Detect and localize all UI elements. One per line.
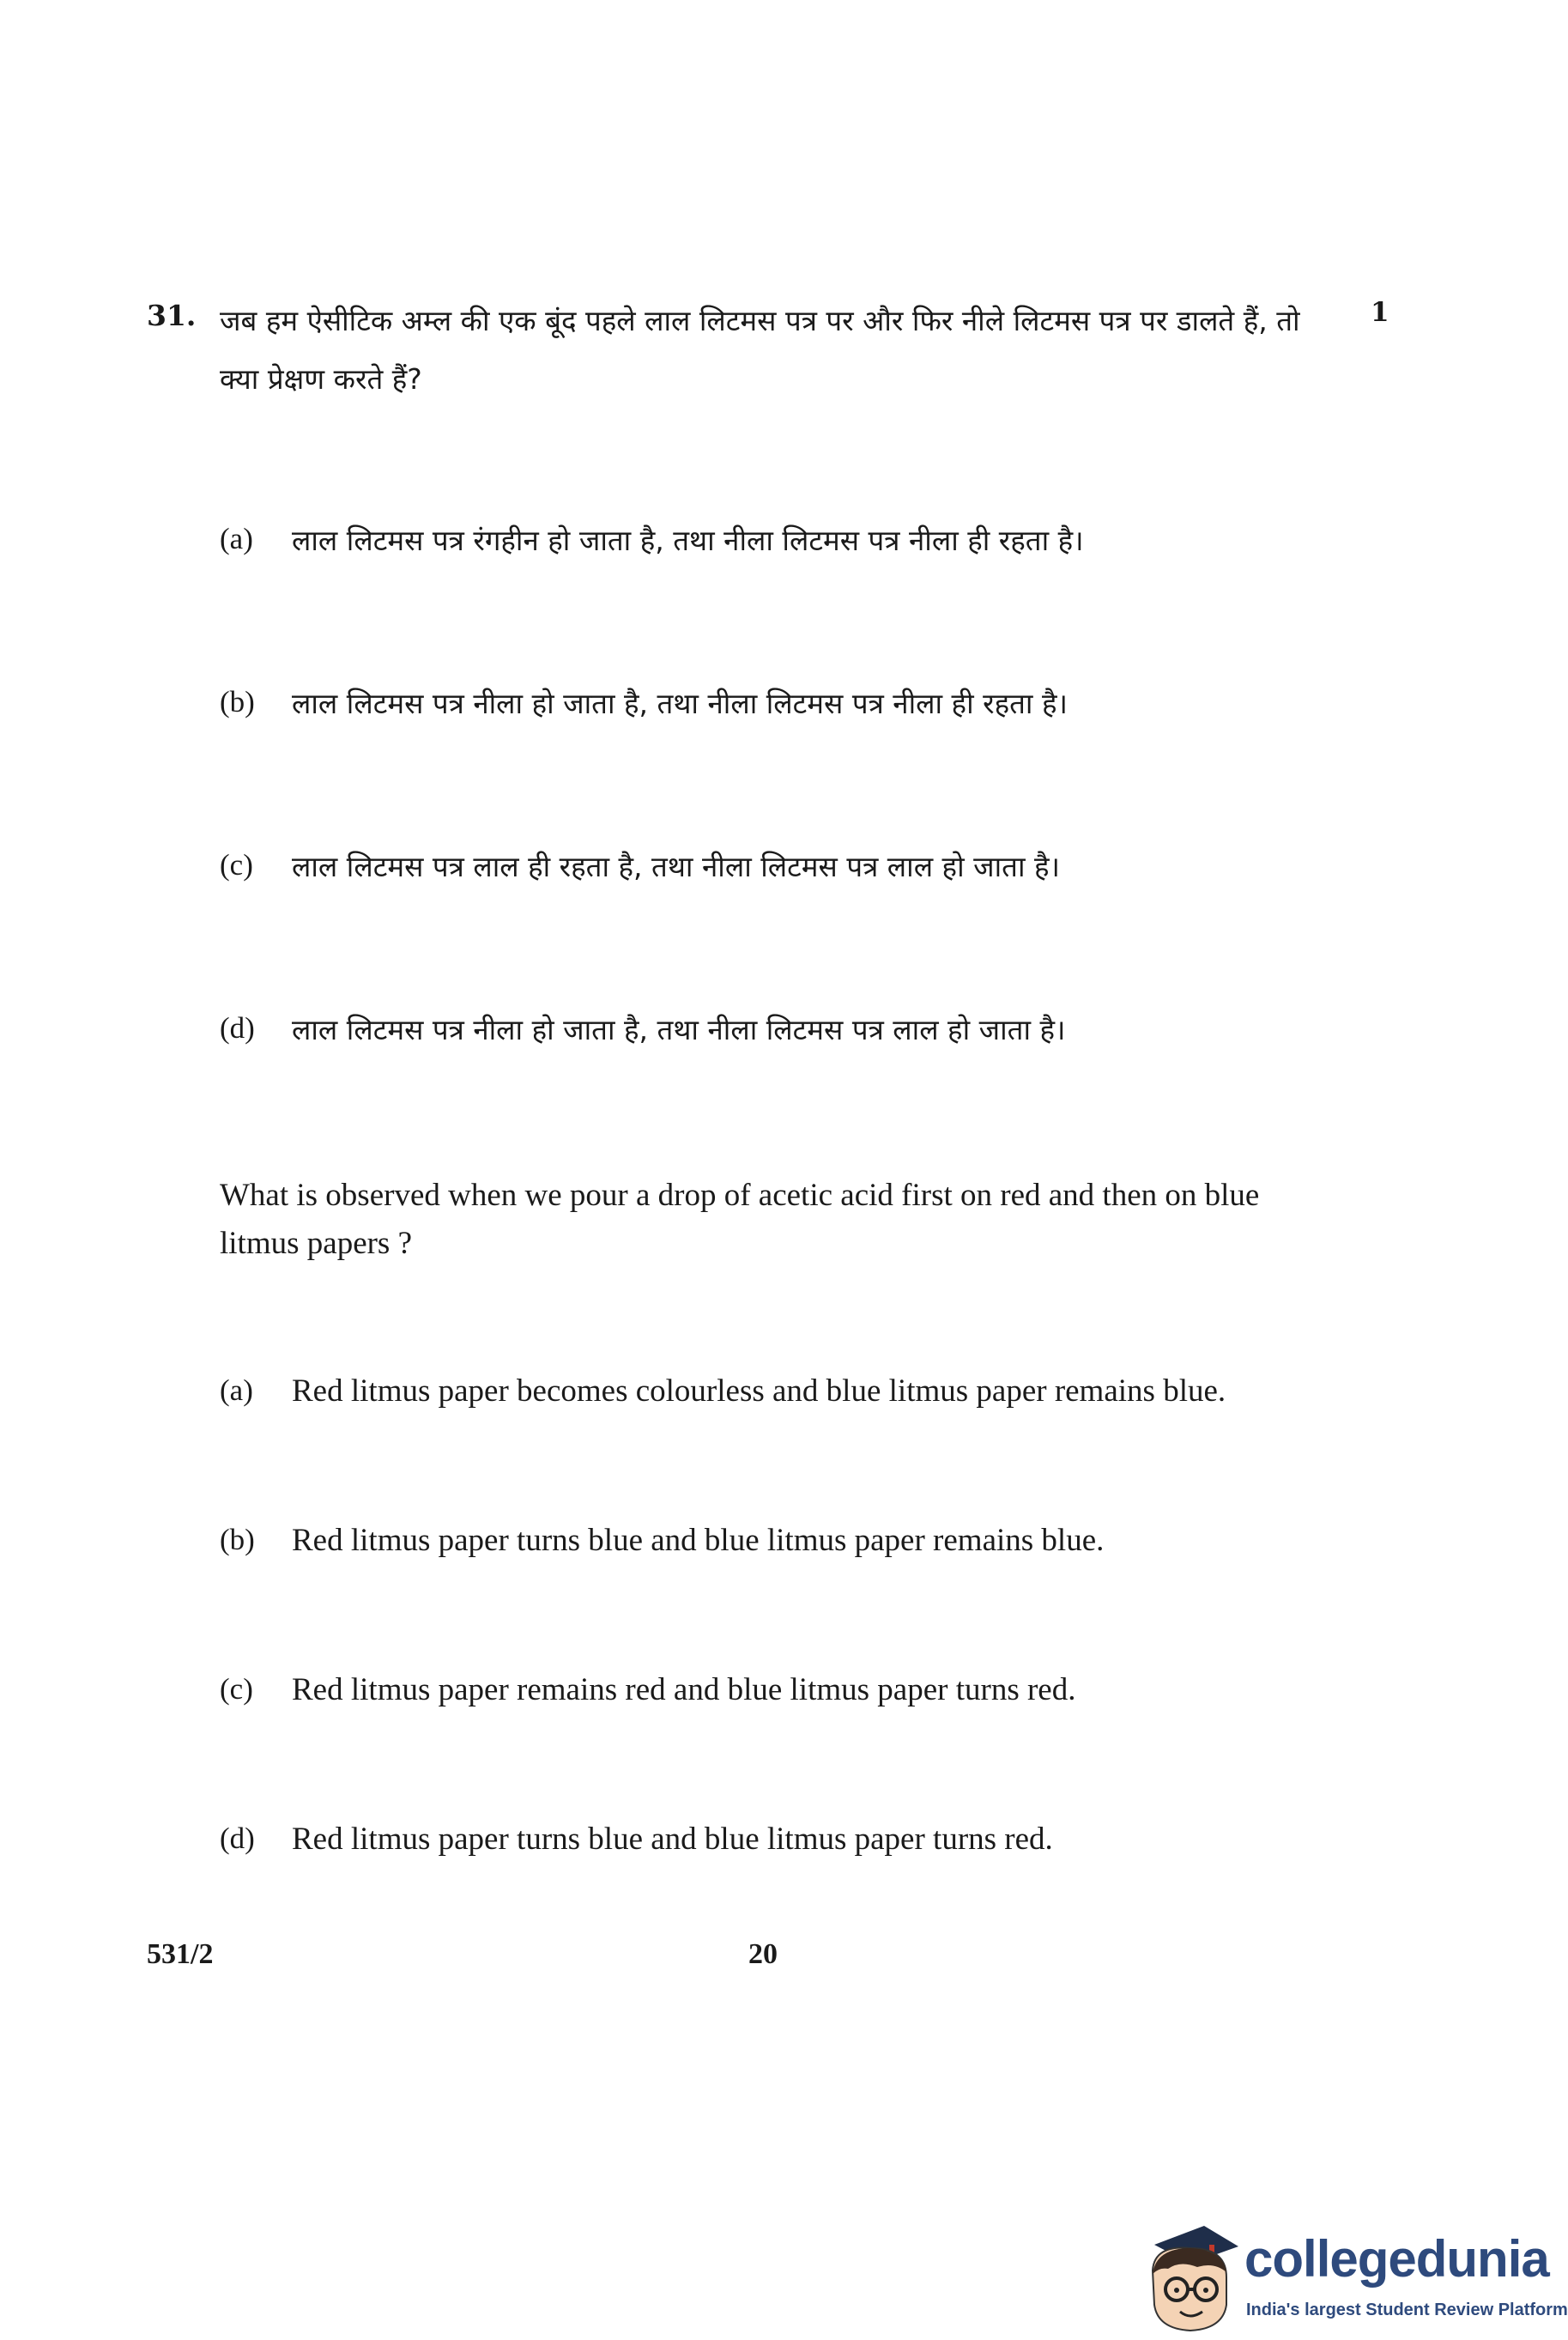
option-text: Red litmus paper turns blue and blue litmus paper remains blue. — [292, 1522, 1105, 1558]
hindi-option-b — [220, 678, 1068, 726]
option-label: (c) — [220, 1672, 253, 1706]
hindi-option-a — [220, 515, 1084, 563]
option-label: (d) — [220, 1011, 255, 1045]
question-marks: 1 — [1371, 297, 1389, 328]
hindi-option-d — [220, 1004, 1066, 1052]
brand-tagline: India's largest Student Review Platform — [1246, 2301, 1568, 2319]
page-number: 20 — [748, 1938, 778, 1970]
option-label: (a) — [220, 522, 253, 555]
english-option-a — [220, 1367, 1226, 1415]
option-label: (a) — [220, 1373, 253, 1407]
option-text: लाल लिटमस पत्र लाल ही रहता है, तथा नीला लिटमस पत्र लाल हो जाता है। — [292, 849, 1061, 883]
option-text: Red litmus paper turns blue and blue litmus paper turns red. — [292, 1821, 1053, 1857]
english-option-b — [220, 1516, 1104, 1564]
option-text: लाल लिटमस पत्र नीला हो जाता है, तथा नीला लिटमस पत्र नीला ही रहता है। — [292, 686, 1069, 720]
option-label: (c) — [220, 848, 253, 882]
question-english-text: What is observed when we pour a drop of acetic acid first on red and then on blue litmus papers ? — [220, 1178, 1260, 1261]
english-option-d — [220, 1815, 1053, 1863]
option-text: लाल लिटमस पत्र नीला हो जाता है, तथा नीला लिटमस पत्र लाल हो जाता है। — [292, 1012, 1066, 1046]
collegedunia-watermark — [1137, 2210, 1568, 2340]
option-label: (b) — [220, 685, 255, 718]
english-option-c — [220, 1665, 1075, 1713]
question-hindi-text: जब हम ऐसीटिक अम्ल की एक बूंद पहले लाल लिटमस पत्र पर और फिर नीले लिटमस पत्र पर डालते हैं, तो क्या प्रेक्षण करते हैं? — [220, 304, 1300, 396]
hindi-option-c — [220, 841, 1060, 889]
option-label: (b) — [220, 1523, 255, 1556]
option-text: लाल लिटमस पत्र रंगहीन हो जाता है, तथा नीला लिटमस पत्र नीला ही रहता है। — [292, 523, 1084, 557]
option-text: Red litmus paper becomes colourless and blue litmus paper remains blue. — [292, 1373, 1226, 1409]
brand-name: collegedunia — [1244, 2230, 1549, 2288]
student-mascot-icon — [1137, 2210, 1244, 2340]
paper-code: 531/2 — [147, 1938, 214, 1970]
question-number: 31. — [147, 299, 197, 332]
option-label: (d) — [220, 1822, 255, 1855]
option-text: Red litmus paper remains red and blue litmus paper turns red. — [292, 1671, 1076, 1707]
